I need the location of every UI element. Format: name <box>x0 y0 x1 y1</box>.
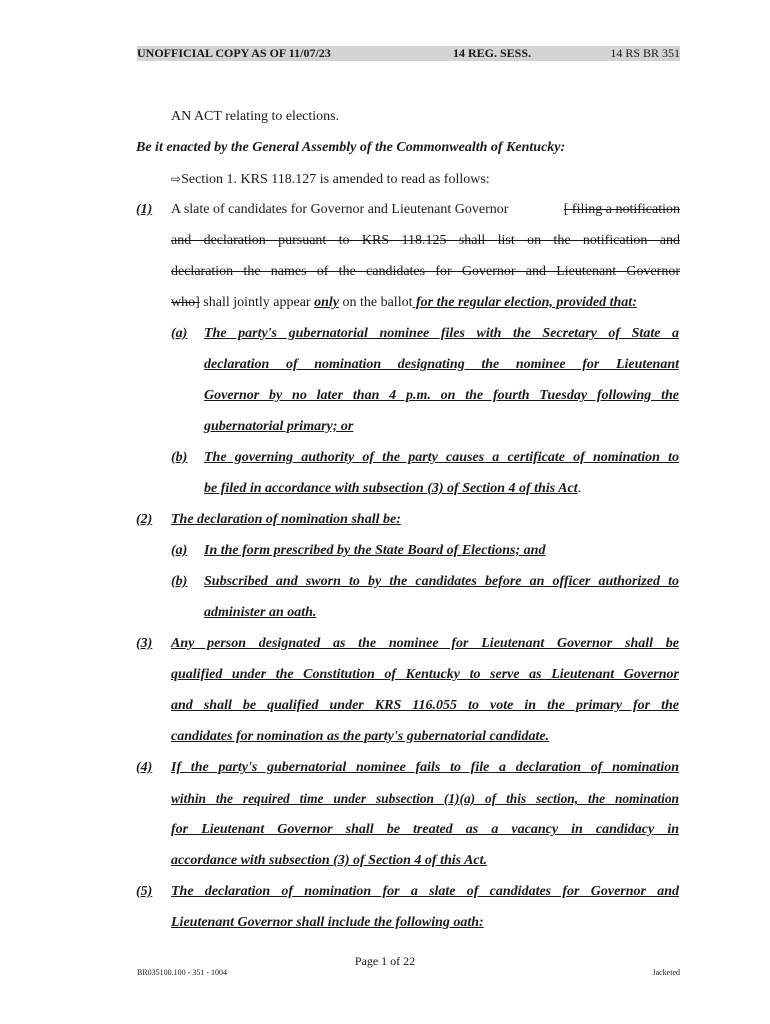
inserted-text: The party's gubernatorial nominee files with the Secretary of State a <box>204 326 679 341</box>
inserted-text: Lieutenant Governor shall include the following oath: <box>171 915 484 930</box>
text-segment: on the ballot <box>338 295 413 310</box>
header-bill-request: 14 RS BR 351 <box>610 46 680 60</box>
header-unofficial-copy: UNOFFICIAL COPY AS OF 11/07/23 <box>137 46 331 60</box>
deleted-text: and declaration pursuant to KRS 118.125 shall list on the notification and <box>171 233 680 248</box>
subsection-number: (5) <box>136 884 153 899</box>
header-session: 14 REG. SESS. <box>453 46 532 60</box>
inserted-text: Subscribed and sworn to by the candidates before an officer authorized to <box>204 574 679 589</box>
inserted-text: be filed in accordance with subsection (3) of Section 4 of this Act <box>204 481 578 496</box>
inserted-text: accordance with subsection (3) of Section 4 of this Act. <box>171 853 488 868</box>
inserted-text: The governing authority of the party causes a certificate of nomination to <box>204 450 679 465</box>
inserted-text: gubernatorial primary; or <box>204 419 354 434</box>
section-arrow-icon: ⇨ <box>171 172 182 186</box>
footer-status: Jacketed <box>652 968 680 977</box>
section-heading <box>171 170 490 189</box>
text-segment: . <box>577 481 582 496</box>
inserted-text: and shall be qualified under KRS 116.055 to vote in the primary for the <box>171 698 679 713</box>
deleted-text: who] <box>171 295 200 310</box>
subsection-number: (1) <box>136 202 153 217</box>
text-segment: shall jointly appear <box>199 295 315 310</box>
subsection-1b-line-2 <box>204 480 581 498</box>
enacting-clause: Be it enacted by the General Assembly of the Commonwealth of Kentucky: <box>136 140 566 155</box>
paragraph-number: (b) <box>171 574 188 589</box>
footer-document-id: BR035100.100 - 351 - 1004 <box>137 968 227 977</box>
inserted-text: for Lieutenant Governor shall be treated as a vacancy in candidacy in <box>171 822 679 837</box>
inserted-text: In the form prescribed by the State Board of Elections; and <box>204 543 546 558</box>
deleted-text: declaration the names of the candidates for Governor and Lieutenant Governor <box>171 264 680 279</box>
paragraph-number: (b) <box>171 450 188 465</box>
deleted-text: [ filing a notification <box>563 202 680 217</box>
section-label: Section 1. KRS 118.127 is amended to read as follows: <box>181 172 490 187</box>
subsection-number: (4) <box>136 760 153 775</box>
subsection-1-line-1 <box>171 201 680 219</box>
text-segment: A slate of candidates for Governor and Lieutenant Governor <box>171 202 509 217</box>
inserted-text: administer an oath. <box>204 605 317 620</box>
paragraph-number: (a) <box>171 326 188 341</box>
inserted-text: The declaration of nomination shall be: <box>171 512 401 527</box>
subsection-number: (2) <box>136 512 153 527</box>
inserted-text: qualified under the Constitution of Kentucky to serve as Lieutenant Governor <box>171 667 679 682</box>
page-number: Page 1 of 22 <box>354 954 416 968</box>
act-title: AN ACT relating to elections. <box>171 109 340 124</box>
document-header <box>137 46 680 61</box>
subsection-1-line-4 <box>171 294 637 312</box>
inserted-text: candidates for nomination as the party's gubernatorial candidate. <box>171 729 550 744</box>
inserted-text: If the party's gubernatorial nominee fails to file a declaration of nomination <box>171 760 679 775</box>
inserted-text: Any person designated as the nominee for Lieutenant Governor shall be <box>171 636 679 651</box>
inserted-text: within the required time under subsection (1)(a) of this section, the nomination <box>171 791 679 806</box>
inserted-text: only <box>314 295 339 310</box>
subsection-number: (3) <box>136 636 153 651</box>
paragraph-number: (a) <box>171 543 188 558</box>
inserted-text: The declaration of nomination for a slate of candidates for Governor and <box>171 884 679 899</box>
inserted-text: for the regular election, provided that: <box>412 295 637 310</box>
inserted-text: Governor by no later than 4 p.m. on the fourth Tuesday following the <box>204 388 679 403</box>
inserted-text: declaration of nomination designating the nominee for Lieutenant <box>204 357 679 372</box>
